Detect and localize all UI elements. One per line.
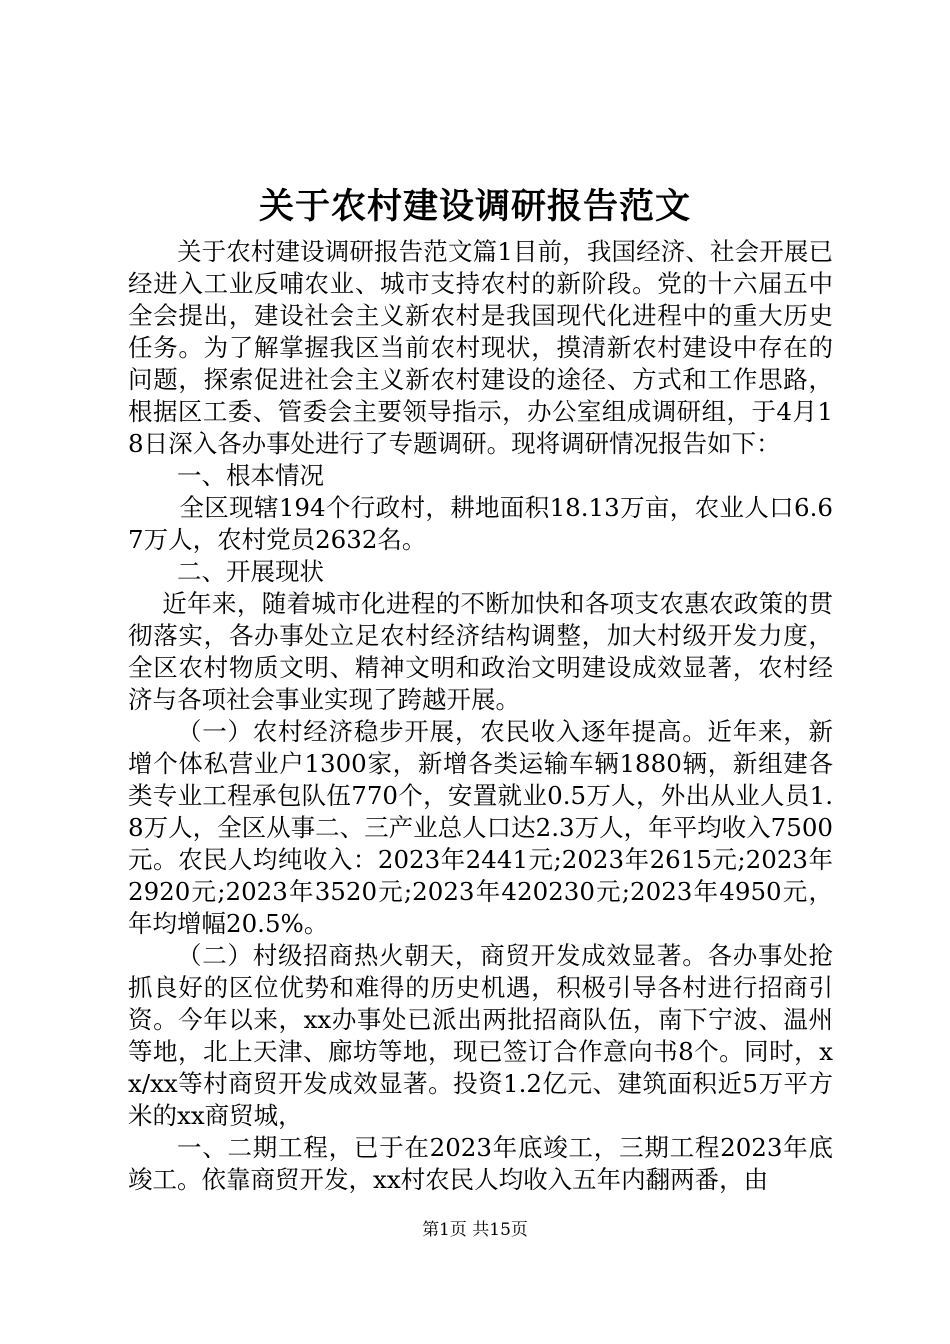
document-title: 关于农村建设调研报告范文 [258,186,691,227]
paragraph-intro: 关于农村建设调研报告范文篇1目前，我国经济、社会开展已经进入工业反哺农业、城市支持农村的新阶段。党的十六届五中全会提出，建设社会主义新农村是我国现代化进程中的重大历史任务。为了解掌握我区当前农村现状，摸清新农村建设中存在的问题，探索促进社会主义新农村建设的途径、方式和工作思路，根据区工委、管委会主要领导指示，办公室组成调研组，于4月18日深入各办事处进行了专题调研。现将调研情况报告如下： [128,237,833,458]
paragraph-investment: （二）村级招商热火朝天，商贸开发成效显著。各办事处抢抓良好的区位优势和难得的历史机遇，积极引导各村进行招商引资。今年以来，xx办事处已派出两批招商队伍，南下宁波、温州等地，北上天津、廊坊等地，现已签订合作意向书8个。同时，xx/xx等村商贸开发成效显著。投资1.2亿元、建筑面积近5万平方米的xx商贸城， [128,941,833,1130]
paragraph-basic-situation: 全区现辖194个行政村，耕地面积18.13万亩，农业人口6.67万人，农村党员2632名。 [128,493,833,554]
heading-basic-situation: 一、根本情况 [177,461,324,490]
heading-current-status: 二、开展现状 [177,557,324,586]
page-number-footer: 第1页 共15页 [422,1220,528,1240]
paragraph-economy: （一）农村经济稳步开展，农民收入逐年提高。近年来，新增个体私营业户1300家，新增各类运输车辆1880辆，新组建各类专业工程承包队伍770个，安置就业0.5万人，外出从业人员1.8万人，全区从事二、三产业总人口达2.3万人，年平均收入7500元。农民人均纯收入：2023年2441元;2023年2615元;2023年2920元;2023年3520元;2023年420230元;2023年4950元，年均增幅20.5%。 [128,717,833,938]
paragraph-current-status: 近年来，随着城市化进程的不断加快和各项支农惠农政策的贯彻落实，各办事处立足农村经济结构调整，加大村级开发力度，全区农村物质文明、精神文明和政治文明建设成效显著，农村经济与各项社会事业实现了跨越开展。 [128,589,833,714]
document-body [128,236,833,1196]
paragraph-construction: 一、二期工程，已于在2023年底竣工，三期工程2023年底竣工。依靠商贸开发，xx村农民人均收入五年内翻两番，由 [128,1133,833,1194]
